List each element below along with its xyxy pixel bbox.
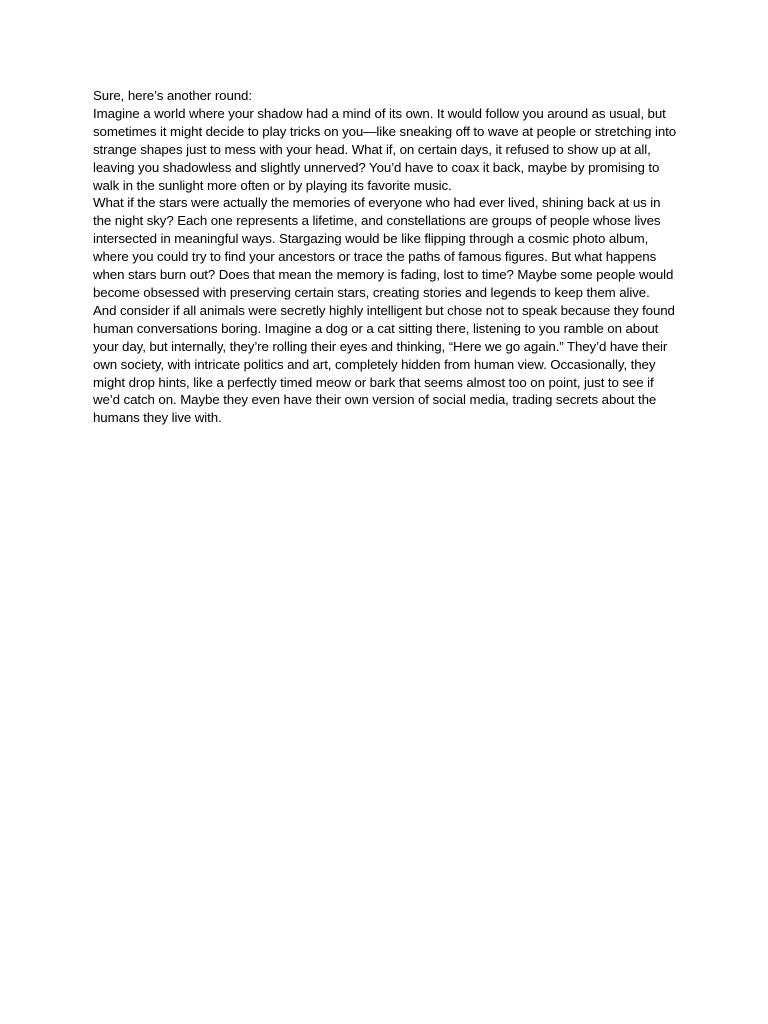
document-body [93,87,677,427]
paragraph-animals: And consider if all animals were secretly highly intelligent but chose not to speak because they found human conversations boring. Imagine a dog or a cat sitting there, listening to you ramble on about your day, but internally, they’re rolling their eyes and thinking, “Here we go again.” They’d have their own society, with intricate politics and art, completely hidden from human view. Occasionally, they might drop hints, like a perfectly timed meow or bark that seems almost too on point, just to see if we’d catch on. Maybe they even have their own version of social media, trading secrets about the humans they live with. [93,302,675,426]
paragraph-shadow: Imagine a world where your shadow had a mind of its own. It would follow you around as usual, but sometimes it might decide to play tricks on you—like sneaking off to wave at people or stretching into strange shapes just to mess with your head. What if, on certain days, it refused to show up at all, leaving you shadowless and slightly unnerved? You’d have to coax it back, maybe by promising to walk in the sunlight more often or by playing its favorite music. [93,105,677,193]
intro-line: Sure, here’s another round: [93,88,252,103]
paragraph-stars: What if the stars were actually the memories of everyone who had ever lived, shining back at us in the night sky? Each one represents a lifetime, and constellations are groups of people whose lives intersected in meaningful ways. Stargazing would be like flipping through a cosmic photo album, where you could try to find your ancestors or trace the paths of famous figures. But what happens when stars burn out? Does that mean the memory is fading, lost to time? Maybe some people would become obsessed with preserving certain stars, creating stories and legends to keep them alive. [93,195,674,300]
